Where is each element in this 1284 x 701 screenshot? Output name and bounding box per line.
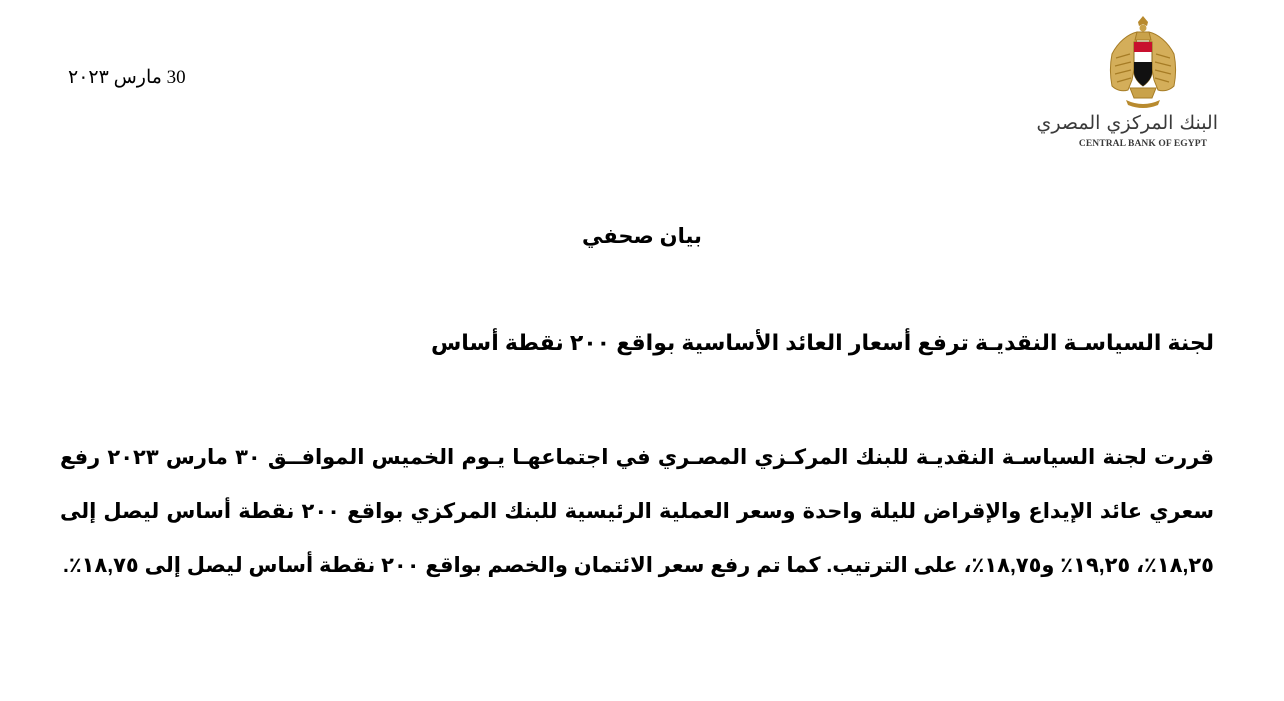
- press-headline: لجنة السياسـة النقديـة ترفع أسعار العائد الأساسية بواقع ٢٠٠ نقطة أساس: [430, 330, 1214, 355]
- logo-english-text: CENTRAL BANK OF EGYPT: [1078, 139, 1208, 149]
- document-type-label: بيان صحفي: [582, 225, 702, 248]
- cbe-logo: [1036, 14, 1218, 154]
- release-date: 30 مارس ٢٠٢٣: [68, 67, 186, 88]
- eagle-emblem-icon: [1106, 14, 1180, 110]
- logo-arabic-text: البنك المركزي المصري: [1036, 112, 1218, 134]
- press-body-paragraph: قررت لجنة السياسـة النقديـة للبنك المركـزي المصـري في اجتماعهـا يـوم الخميس الموافــق ٣٠ مارس ٢٠٢٣ رفع سعري عائد الإيداع والإقراض لليلة واحدة وسعر العملية الرئيسية للبنك المركزي بواقع ٢٠٠ نقطة أساس ليصل إلى ١٨,٢٥٪، ١٩,٢٥٪ و١٨,٧٥٪، على الترتيب. كما تم رفع سعر الائتمان والخصم بواقع ٢٠٠ نقطة أساس ليصل إلى ١٨,٧٥٪.: [60, 446, 1215, 577]
